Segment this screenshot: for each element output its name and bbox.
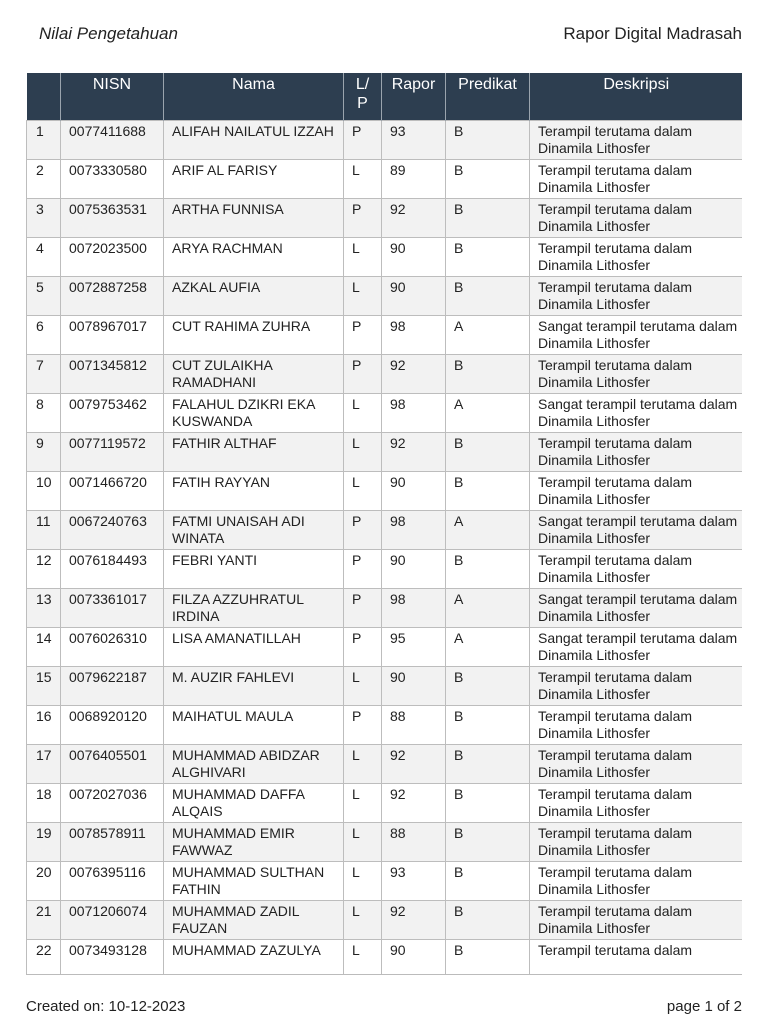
description-cell: Terampil terutama dalam Dinamila Lithosfer (530, 550, 743, 589)
table-row (27, 511, 743, 550)
col-score-header: Rapor (382, 73, 446, 121)
row-number: 17 (27, 745, 61, 784)
description-cell: Sangat terampil terutama dalam Dinamila Lithosfer (530, 316, 743, 355)
score-cell: 90 (382, 667, 446, 706)
table-row (27, 706, 743, 745)
score-cell: 98 (382, 511, 446, 550)
description-cell: Sangat terampil terutama dalam Dinamila Lithosfer (530, 511, 743, 550)
table-row (27, 784, 743, 823)
row-number: 7 (27, 355, 61, 394)
nisn-cell: 0076184493 (61, 550, 164, 589)
nisn-cell: 0071206074 (61, 901, 164, 940)
name-cell: MUHAMMAD ABIDZAR ALGHIVARI (164, 745, 344, 784)
grade-cell: B (446, 823, 530, 862)
gender-cell: P (344, 589, 382, 628)
table-row (27, 160, 743, 199)
table-row (27, 277, 743, 316)
table-row (27, 472, 743, 511)
score-cell: 98 (382, 316, 446, 355)
col-nisn-header: NISN (61, 73, 164, 121)
score-cell: 90 (382, 277, 446, 316)
row-number: 21 (27, 901, 61, 940)
grade-cell: B (446, 472, 530, 511)
grade-cell: B (446, 706, 530, 745)
grade-cell: A (446, 511, 530, 550)
score-cell: 98 (382, 589, 446, 628)
gender-cell: P (344, 316, 382, 355)
score-cell: 92 (382, 784, 446, 823)
gender-cell: L (344, 238, 382, 277)
description-cell: Terampil terutama dalam Dinamila Lithosfer (530, 784, 743, 823)
nisn-cell: 0076026310 (61, 628, 164, 667)
name-cell: CUT ZULAIKHA RAMADHANI (164, 355, 344, 394)
score-cell: 90 (382, 472, 446, 511)
nisn-cell: 0075363531 (61, 199, 164, 238)
table-row (27, 628, 743, 667)
description-cell: Terampil terutama dalam Dinamila Lithosfer (530, 277, 743, 316)
document-section-title: Nilai Pengetahuan (39, 24, 178, 43)
row-number: 19 (27, 823, 61, 862)
name-cell: MUHAMMAD ZADIL FAUZAN (164, 901, 344, 940)
nisn-cell: 0076395116 (61, 862, 164, 901)
grade-cell: B (446, 433, 530, 472)
col-grade-header: Predikat (446, 73, 530, 121)
description-cell: Terampil terutama dalam Dinamila Lithosfer (530, 823, 743, 862)
grade-cell: B (446, 550, 530, 589)
gender-cell: P (344, 706, 382, 745)
name-cell: MUHAMMAD SULTHAN FATHIN (164, 862, 344, 901)
col-description-header: Deskripsi (530, 73, 743, 121)
nisn-cell: 0067240763 (61, 511, 164, 550)
grade-cell: B (446, 160, 530, 199)
grade-cell: A (446, 628, 530, 667)
nisn-cell: 0076405501 (61, 745, 164, 784)
nisn-cell: 0078967017 (61, 316, 164, 355)
row-number: 11 (27, 511, 61, 550)
grade-cell: B (446, 355, 530, 394)
name-cell: ARYA RACHMAN (164, 238, 344, 277)
description-cell: Terampil terutama dalam Dinamila Lithosfer (530, 238, 743, 277)
nisn-cell: 0079753462 (61, 394, 164, 433)
grade-cell: A (446, 589, 530, 628)
row-number: 9 (27, 433, 61, 472)
table-row (27, 745, 743, 784)
created-date: Created on: 10-12-2023 (26, 998, 186, 1015)
description-cell: Terampil terutama dalam Dinamila Lithosfer (530, 355, 743, 394)
description-cell: Terampil terutama dalam Dinamila Lithosfer (530, 433, 743, 472)
score-cell: 90 (382, 940, 446, 976)
grade-cell: B (446, 121, 530, 160)
score-cell: 95 (382, 628, 446, 667)
nisn-cell: 0073493128 (61, 940, 164, 976)
table-row (27, 316, 743, 355)
row-number: 20 (27, 862, 61, 901)
name-cell: FATMI UNAISAH ADI WINATA (164, 511, 344, 550)
name-cell: M. AUZIR FAHLEVI (164, 667, 344, 706)
table-row (27, 355, 743, 394)
table-row (27, 667, 743, 706)
score-cell: 98 (382, 394, 446, 433)
name-cell: FALAHUL DZIKRI EKA KUSWANDA (164, 394, 344, 433)
description-cell: Terampil terutama dalam Dinamila Lithosfer (530, 121, 743, 160)
row-number: 8 (27, 394, 61, 433)
nisn-cell: 0077119572 (61, 433, 164, 472)
score-cell: 88 (382, 706, 446, 745)
name-cell: FATHIR ALTHAF (164, 433, 344, 472)
nisn-cell: 0079622187 (61, 667, 164, 706)
gender-cell: L (344, 472, 382, 511)
row-number: 15 (27, 667, 61, 706)
grade-cell: B (446, 745, 530, 784)
grade-cell: B (446, 862, 530, 901)
table-row (27, 940, 743, 976)
description-cell: Sangat terampil terutama dalam Dinamila Lithosfer (530, 394, 743, 433)
name-cell: AZKAL AUFIA (164, 277, 344, 316)
score-cell: 92 (382, 901, 446, 940)
score-cell: 93 (382, 121, 446, 160)
gender-cell: L (344, 433, 382, 472)
description-cell: Terampil terutama dalam Dinamila Lithosfer (530, 667, 743, 706)
row-number: 10 (27, 472, 61, 511)
description-cell: Terampil terutama dalam Dinamila Lithosfer (530, 901, 743, 940)
description-cell: Terampil terutama dalam Dinamila Lithosfer (530, 745, 743, 784)
grade-cell: B (446, 784, 530, 823)
table-row (27, 862, 743, 901)
grade-cell: B (446, 901, 530, 940)
row-number: 5 (27, 277, 61, 316)
score-cell: 89 (382, 160, 446, 199)
table-row (27, 433, 743, 472)
description-cell: Terampil terutama dalam Dinamila Lithosfer (530, 472, 743, 511)
table-header-row (27, 73, 743, 121)
gender-cell: L (344, 745, 382, 784)
grades-table (26, 73, 742, 975)
table-row (27, 238, 743, 277)
grade-cell: B (446, 238, 530, 277)
gender-cell: L (344, 823, 382, 862)
score-cell: 88 (382, 823, 446, 862)
table-row (27, 199, 743, 238)
row-number: 4 (27, 238, 61, 277)
row-number: 22 (27, 940, 61, 976)
row-number: 3 (27, 199, 61, 238)
gender-cell: L (344, 901, 382, 940)
grades-table-container (26, 73, 742, 975)
nisn-cell: 0078578911 (61, 823, 164, 862)
score-cell: 90 (382, 550, 446, 589)
row-number: 18 (27, 784, 61, 823)
name-cell: ARIF AL FARISY (164, 160, 344, 199)
name-cell: FEBRI YANTI (164, 550, 344, 589)
score-cell: 92 (382, 199, 446, 238)
name-cell: MAIHATUL MAULA (164, 706, 344, 745)
grade-cell: A (446, 316, 530, 355)
row-number: 2 (27, 160, 61, 199)
col-gender-header: L/ P (344, 73, 382, 121)
name-cell: ALIFAH NAILATUL IZZAH (164, 121, 344, 160)
nisn-cell: 0072023500 (61, 238, 164, 277)
table-row (27, 550, 743, 589)
row-number: 13 (27, 589, 61, 628)
table-body (27, 121, 743, 976)
row-number: 16 (27, 706, 61, 745)
gender-cell: L (344, 160, 382, 199)
description-cell: Terampil terutama dalam Dinamila Lithosfer (530, 160, 743, 199)
description-cell: Terampil terutama dalam Dinamila Lithosfer (530, 199, 743, 238)
score-cell: 93 (382, 862, 446, 901)
row-number: 12 (27, 550, 61, 589)
gender-cell: L (344, 277, 382, 316)
nisn-cell: 0077411688 (61, 121, 164, 160)
description-cell: Terampil terutama dalam Dinamila Lithosfer (530, 706, 743, 745)
score-cell: 90 (382, 238, 446, 277)
score-cell: 92 (382, 745, 446, 784)
table-row (27, 901, 743, 940)
gender-cell: P (344, 628, 382, 667)
grade-cell: B (446, 199, 530, 238)
description-cell: Terampil terutama dalam (530, 940, 743, 976)
col-name-header: Nama (164, 73, 344, 121)
page-indicator: page 1 of 2 (666, 998, 742, 1015)
row-number: 6 (27, 316, 61, 355)
table-row (27, 589, 743, 628)
nisn-cell: 0071345812 (61, 355, 164, 394)
table-row (27, 121, 743, 160)
gender-cell: P (344, 511, 382, 550)
gender-cell: P (344, 355, 382, 394)
name-cell: LISA AMANATILLAH (164, 628, 344, 667)
nisn-cell: 0068920120 (61, 706, 164, 745)
name-cell: FATIH RAYYAN (164, 472, 344, 511)
table-header (27, 73, 743, 121)
name-cell: CUT RAHIMA ZUHRA (164, 316, 344, 355)
nisn-cell: 0073330580 (61, 160, 164, 199)
nisn-cell: 0072887258 (61, 277, 164, 316)
name-cell: FILZA AZZUHRATUL IRDINA (164, 589, 344, 628)
name-cell: MUHAMMAD DAFFA ALQAIS (164, 784, 344, 823)
document-app-title: Rapor Digital Madrasah (563, 24, 742, 43)
gender-cell: L (344, 784, 382, 823)
grade-cell: B (446, 940, 530, 976)
gender-cell: P (344, 550, 382, 589)
description-cell: Terampil terutama dalam Dinamila Lithosfer (530, 862, 743, 901)
gender-cell: L (344, 667, 382, 706)
name-cell: MUHAMMAD EMIR FAWWAZ (164, 823, 344, 862)
gender-cell: P (344, 121, 382, 160)
grade-cell: B (446, 277, 530, 316)
row-number: 14 (27, 628, 61, 667)
row-number: 1 (27, 121, 61, 160)
table-row (27, 823, 743, 862)
nisn-cell: 0071466720 (61, 472, 164, 511)
score-cell: 92 (382, 433, 446, 472)
score-cell: 92 (382, 355, 446, 394)
col-number-header (27, 73, 61, 121)
name-cell: ARTHA FUNNISA (164, 199, 344, 238)
grade-cell: B (446, 667, 530, 706)
table-row (27, 394, 743, 433)
gender-cell: L (344, 394, 382, 433)
grade-cell: A (446, 394, 530, 433)
description-cell: Sangat terampil terutama dalam Dinamila Lithosfer (530, 589, 743, 628)
gender-cell: P (344, 199, 382, 238)
nisn-cell: 0072027036 (61, 784, 164, 823)
gender-cell: L (344, 940, 382, 976)
gender-cell: L (344, 862, 382, 901)
description-cell: Sangat terampil terutama dalam Dinamila Lithosfer (530, 628, 743, 667)
nisn-cell: 0073361017 (61, 589, 164, 628)
name-cell: MUHAMMAD ZAZULYA (164, 940, 344, 976)
